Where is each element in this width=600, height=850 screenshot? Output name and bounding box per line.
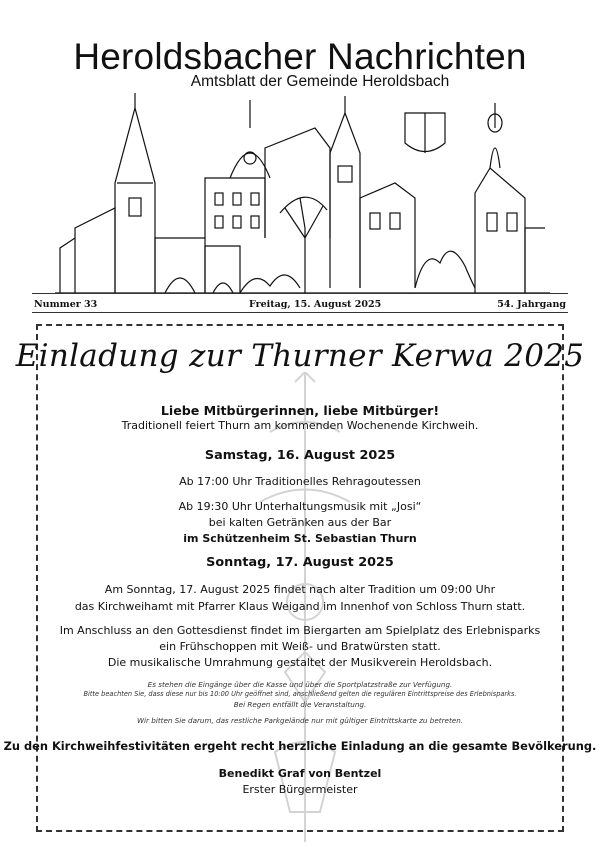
sunday-p2-line1: Im Anschluss an den Gottesdienst findet im Biergarten am Spielplatz des Erlebnisparks [59, 624, 541, 637]
sunday-heading: Sonntag, 17. August 2025 [206, 555, 394, 570]
sunday-p2-line2: ein Frühschoppen mit Weiß- und Bratwürsten statt. [159, 640, 441, 653]
saturday-item-dinner: Ab 17:00 Uhr Traditionelles Rehragoutessen [179, 475, 421, 488]
fine-print-3: Bei Regen entfällt die Veranstaltung. [233, 700, 367, 709]
issue-date: Freitag, 15. August 2025 [249, 299, 382, 310]
newspaper-title: Heroldsbacher Nachrichten [73, 36, 527, 77]
fine-print-1: Es stehen die Eingänge über die Kasse und über die Sportplatzstraße zur Verfügung. [147, 680, 453, 689]
issue-number: Nummer 33 [34, 299, 98, 310]
fine-print-2: Bitte beachten Sie, dass diese nur bis 10:00 Uhr geöffnet sind, anschließend gelten die regulären Eintrittspreise des Erlebnisparks. [83, 690, 517, 698]
signature-name: Benedikt Graf von Bentzel [218, 767, 382, 780]
fine-print-4: Wir bitten Sie darum, das restliche Parkgelände nur mit gültiger Eintrittskarte zu betreten. [136, 716, 464, 725]
closing-invitation: Zu den Kirchweihfestivitäten ergeht recht herzliche Einladung an die gesamte Bevölkerung. [3, 739, 597, 753]
signature-title: Erster Bürgermeister [242, 783, 358, 796]
sunday-p1-line2: das Kirchweihamt mit Pfarrer Klaus Weigand im Innenhof von Schloss Thurn statt. [74, 600, 526, 613]
notice-title: Einladung zur Thurner Kerwa 2025 [15, 338, 585, 374]
saturday-item-music: Ab 19:30 Uhr Unterhaltungsmusik mit „Josi“ [178, 500, 422, 513]
issue-rule-bottom [32, 312, 568, 313]
issue-rule-top [32, 293, 568, 294]
intro-text: Traditionell feiert Thurn am kommenden Wochenende Kirchweih. [121, 419, 479, 432]
sunday-p2-line3: Die musikalische Umrahmung gestaltet der Musikverein Heroldsbach. [107, 656, 493, 669]
newspaper-subtitle: Amtsblatt der Gemeinde Heroldsbach [190, 73, 450, 90]
saturday-heading: Samstag, 16. August 2025 [204, 448, 396, 463]
town-skyline-illustration [55, 88, 550, 300]
saturday-venue: im Schützenheim St. Sebastian Thurn [183, 532, 417, 545]
saturday-item-drinks: bei kalten Getränken aus der Bar [208, 516, 392, 529]
issue-volume: 54. Jahrgang [497, 299, 566, 310]
sunday-p1-line1: Am Sonntag, 17. August 2025 findet nach alter Tradition um 09:00 Uhr [104, 583, 496, 596]
greeting: Liebe Mitbürgerinnen, liebe Mitbürger! [160, 403, 440, 418]
